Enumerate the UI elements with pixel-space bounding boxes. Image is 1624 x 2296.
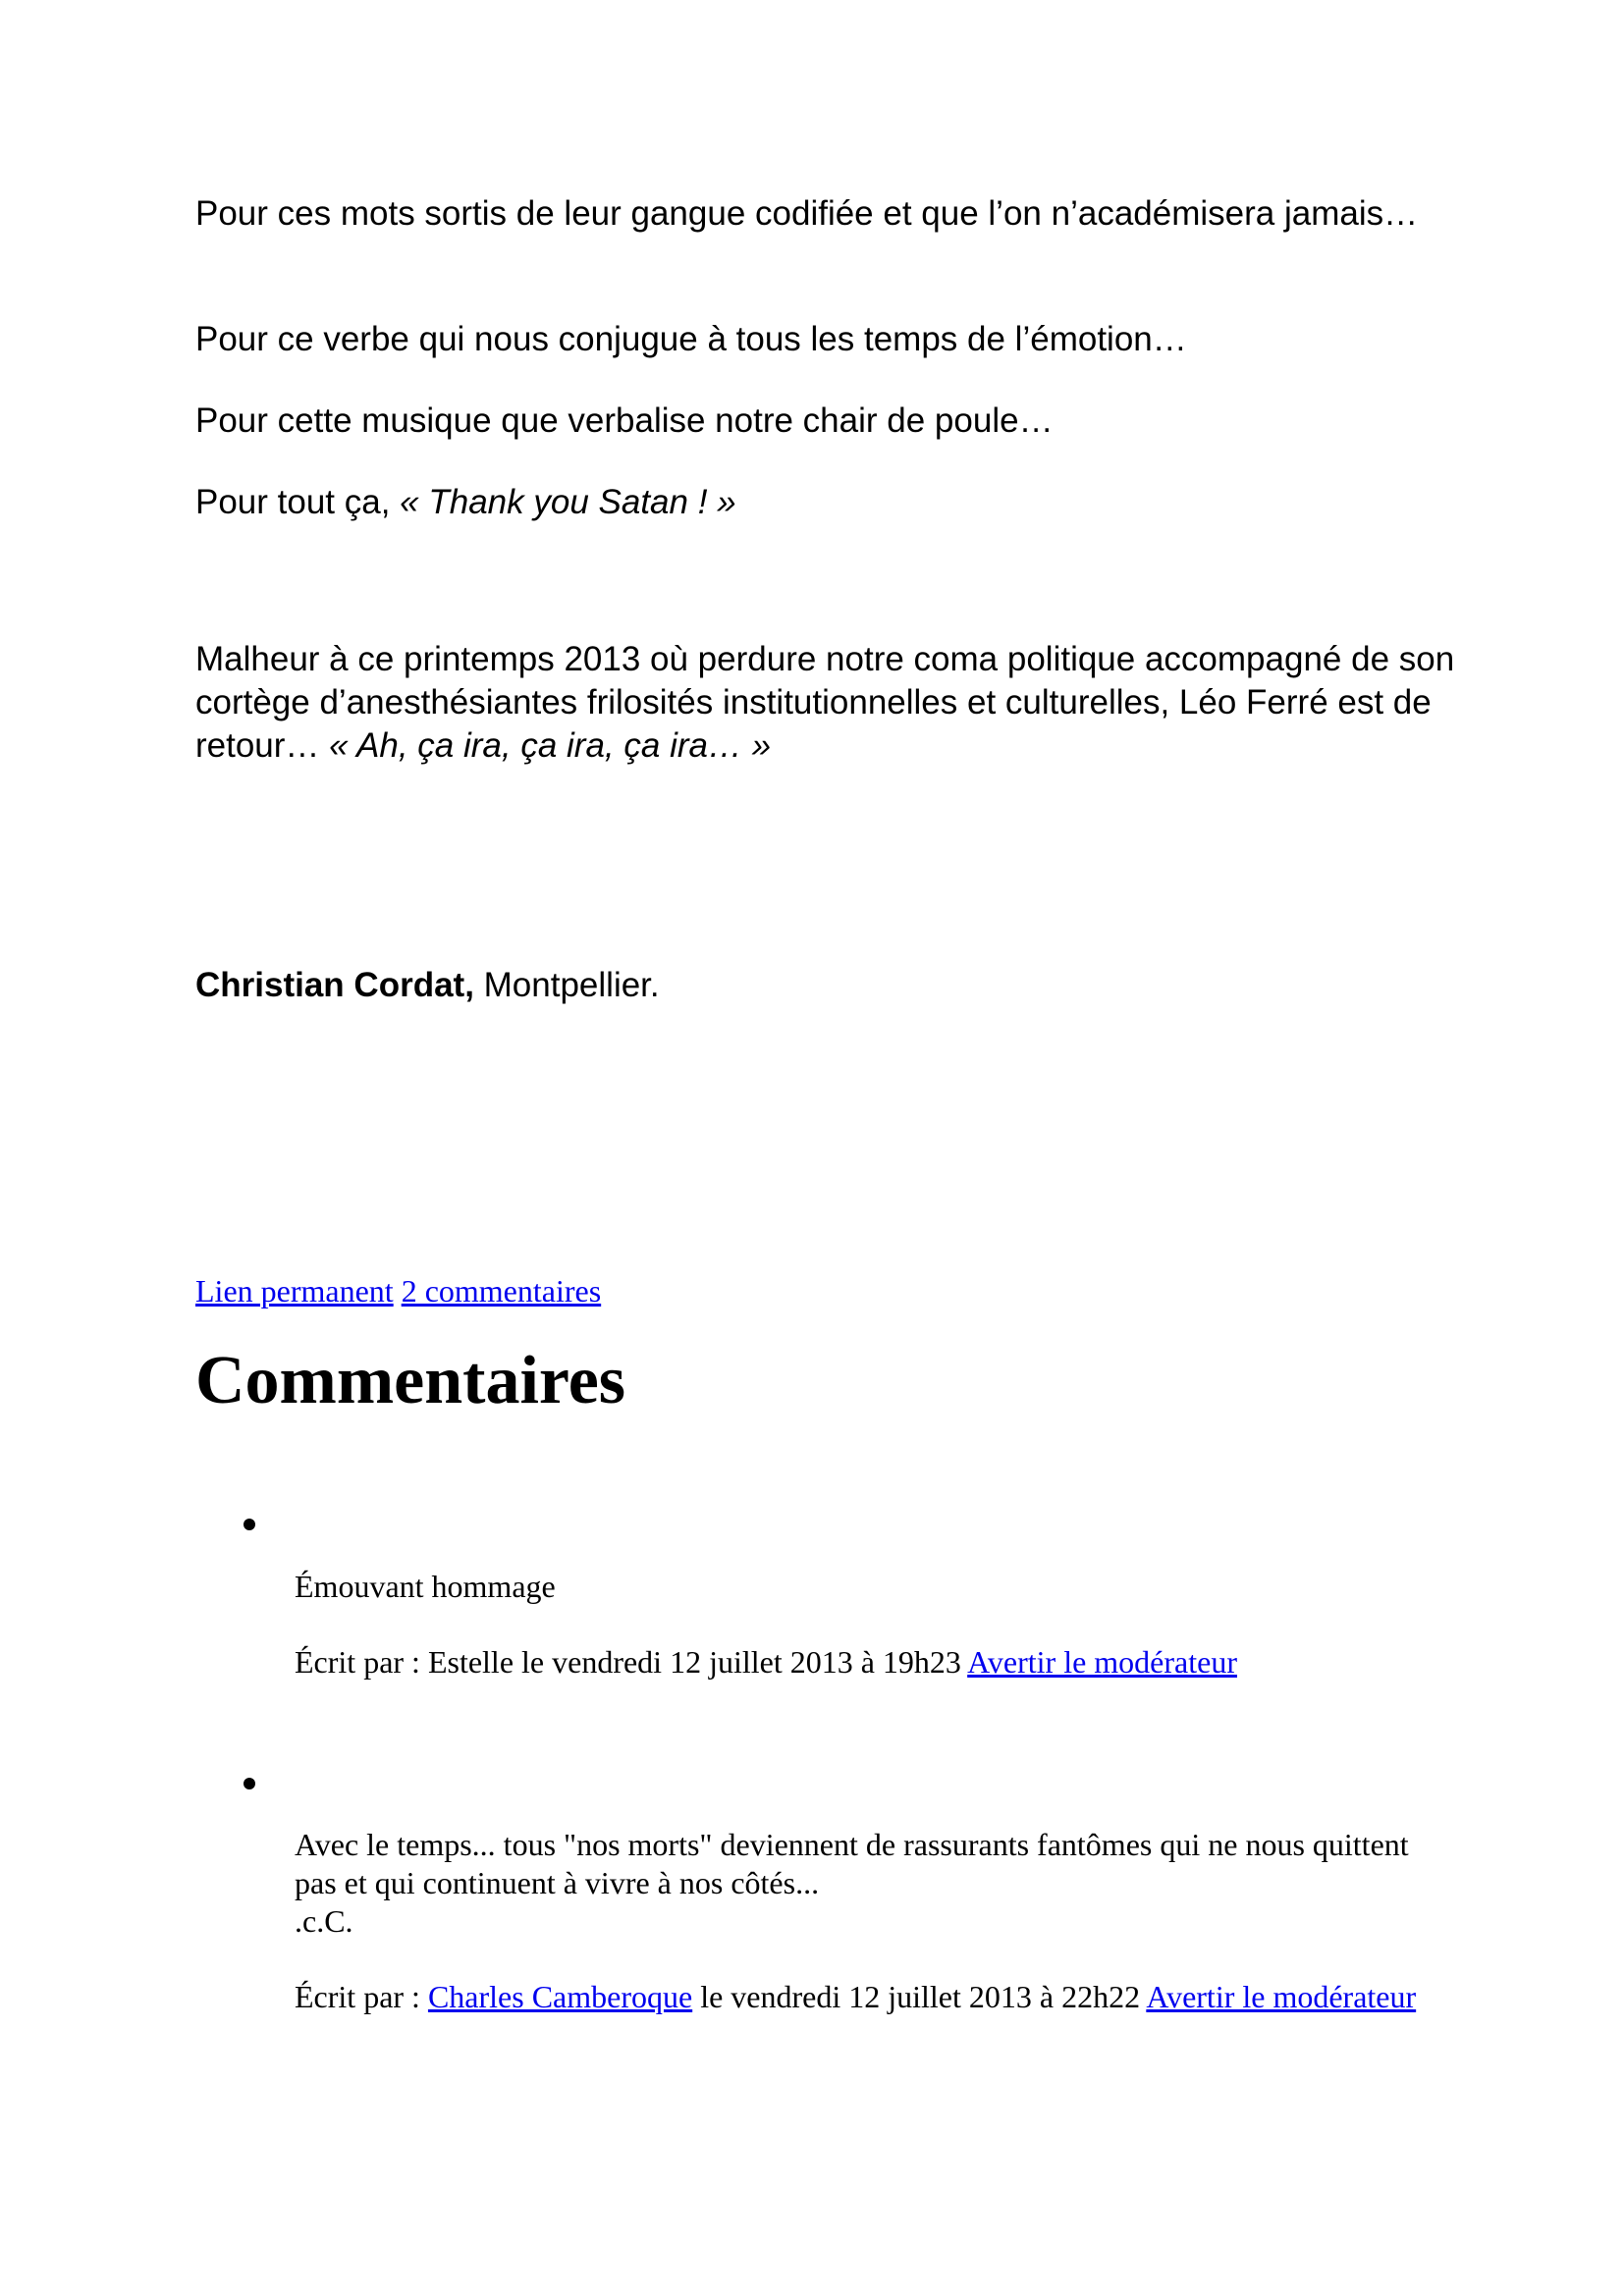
article-paragraph-1 — [195, 192, 1472, 236]
comment-text: Émouvant hommage — [295, 1569, 556, 1604]
article-quote: « Ah, ça ira, ça ira, ça ira… » — [329, 726, 772, 765]
article-text: Pour ce verbe qui nous conjugue à tous les temps de l’émotion… — [195, 320, 1187, 358]
article-text: Pour tout ça, — [195, 483, 401, 521]
article-text: Malheur à ce printemps 2013 où perdure notre coma politique accompagné de son cortège d’anesthésiantes frilosités institutionnelles et culturelles, Léo Ferré est de retour… — [195, 640, 1455, 765]
comment-2-body — [295, 1826, 1424, 1941]
comment-byline: le vendredi 12 juillet 2013 à 22h22 — [692, 1979, 1147, 2014]
comment-2-byline — [295, 1978, 1424, 2016]
article-paragraph-2 — [195, 318, 1472, 361]
report-moderator-link[interactable]: Avertir le modérateur — [967, 1644, 1237, 1680]
comment-byline: Écrit par : — [295, 1979, 428, 2014]
article-paragraph-5 — [195, 638, 1472, 768]
article-text: Pour ces mots sortis de leur gangue codifiée et que l’on n’académisera jamais… — [195, 194, 1419, 233]
permalink-link[interactable]: Lien permanent — [195, 1273, 394, 1308]
comment-text: Avec le temps... tous "nos morts" deviennent de rassurants fantômes qui ne nous quittent pas et qui continuent à vivre à nos côtés... — [295, 1827, 1409, 1900]
comment-bullet — [244, 1519, 255, 1530]
comment-byline: Écrit par : Estelle le vendredi 12 juillet 2013 à 19h23 — [295, 1644, 968, 1680]
comment-signature: .c.C. — [295, 1903, 353, 1939]
comment-1-body — [295, 1568, 1424, 1606]
comment-bullet — [244, 1778, 255, 1789]
article-text: Pour cette musique que verbalise notre chair de poule… — [195, 401, 1054, 440]
article-paragraph-4 — [195, 481, 1472, 524]
author-name: Christian Cordat, — [195, 966, 474, 1004]
article-signature — [195, 964, 1472, 1007]
report-moderator-link[interactable]: Avertir le modérateur — [1146, 1979, 1417, 2014]
author-place: Montpellier. — [473, 966, 660, 1004]
article-quote: « Thank you Satan ! » — [400, 483, 736, 521]
comment-author-link[interactable]: Charles Camberoque — [427, 1979, 693, 2014]
article-paragraph-3 — [195, 400, 1472, 443]
comments-count-link[interactable]: 2 commentaires — [401, 1273, 602, 1308]
post-links — [195, 1271, 601, 1310]
comment-1-byline — [295, 1643, 1424, 1682]
comments-heading: Commentaires — [195, 1343, 626, 1418]
